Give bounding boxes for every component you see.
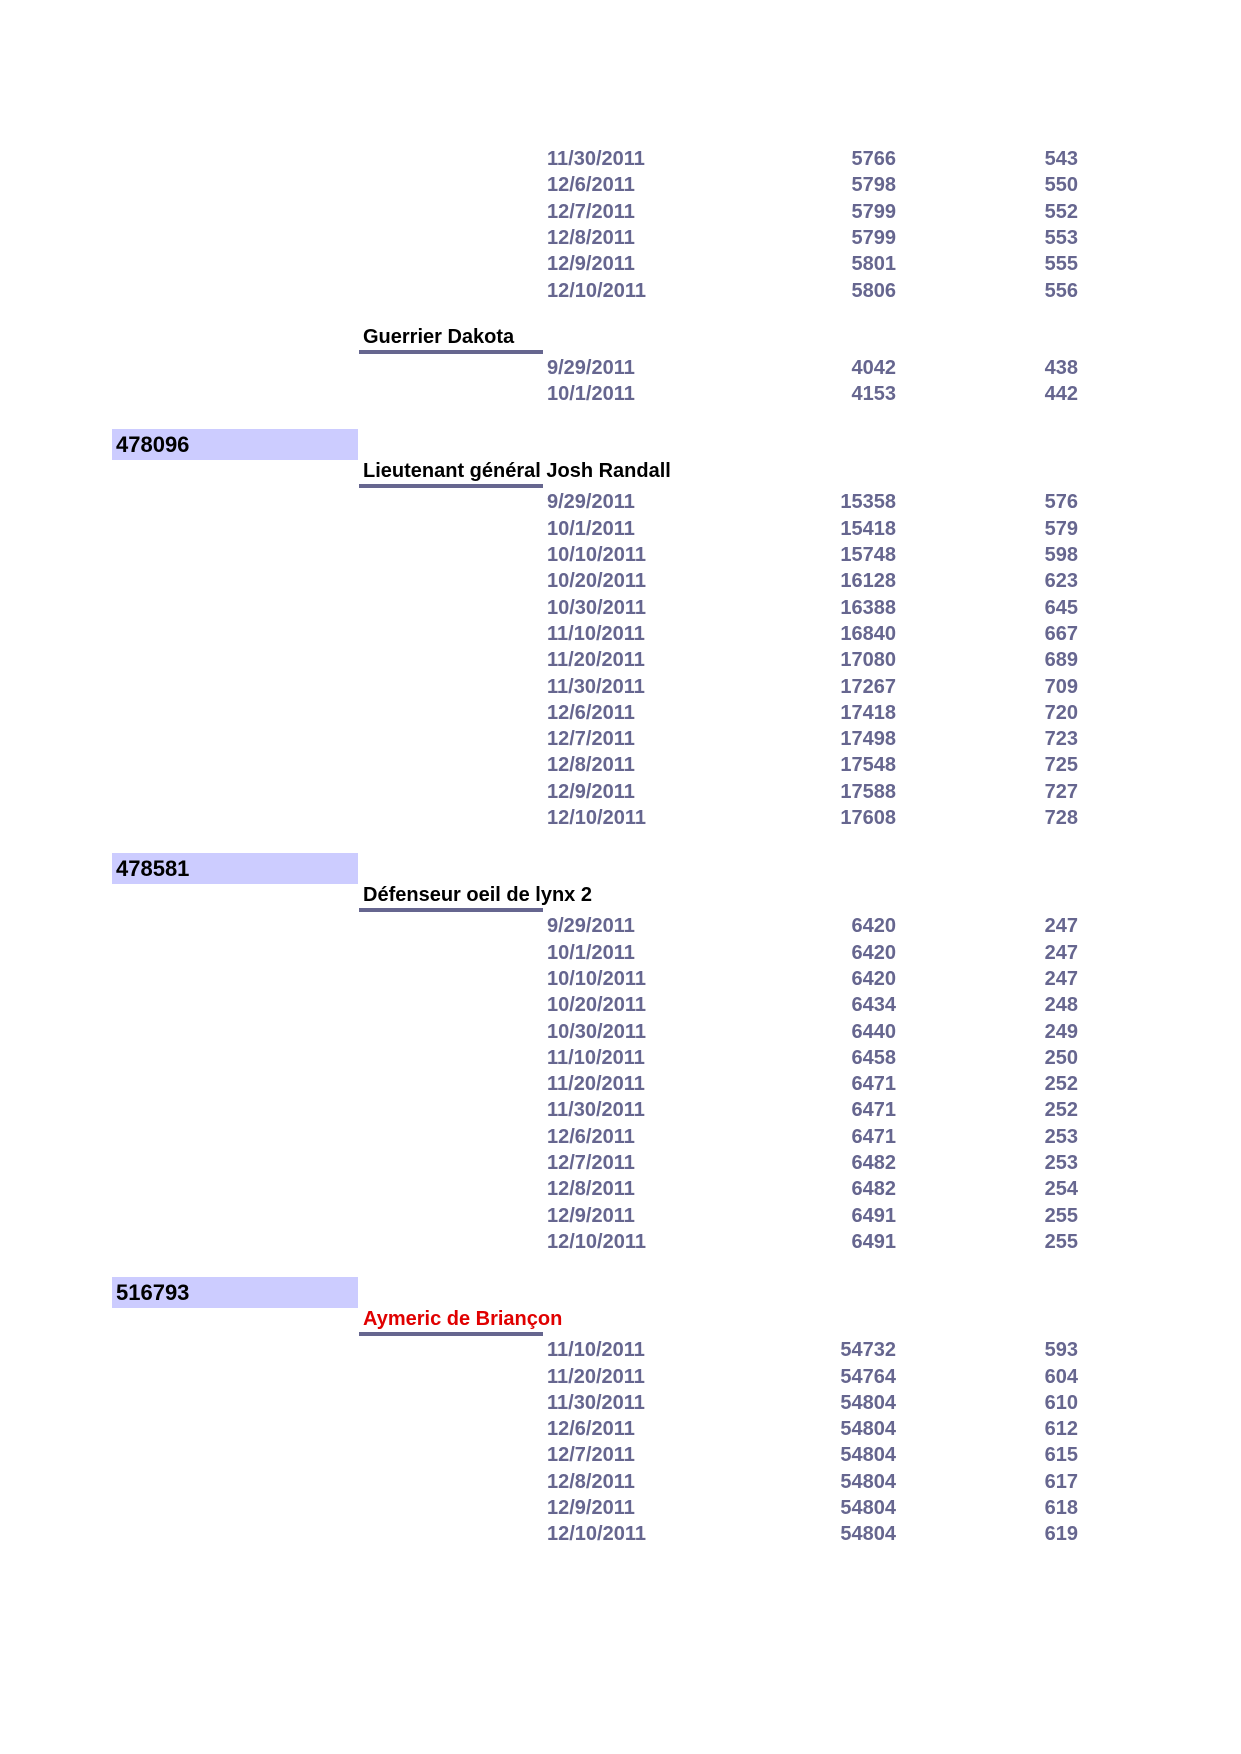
score-cell: 6471: [851, 1125, 896, 1148]
date-cell: 11/20/2011: [547, 1073, 645, 1096]
table-row: [0, 278, 1241, 304]
score-cell: 16840: [840, 622, 896, 645]
level-cell: 604: [1044, 1365, 1078, 1388]
level-cell: 252: [1044, 1099, 1078, 1122]
date-cell: 10/1/2011: [547, 517, 635, 540]
table-row: [0, 1019, 1241, 1045]
level-cell: 552: [1044, 200, 1078, 223]
level-cell: 727: [1044, 780, 1078, 803]
date-cell: 11/10/2011: [547, 1339, 645, 1362]
date-cell: 11/30/2011: [547, 1099, 645, 1122]
table-row: [0, 700, 1241, 726]
name-underline: [359, 908, 543, 912]
table-row: [0, 381, 1241, 407]
table-row: [0, 1416, 1241, 1442]
player-name-header: [359, 1306, 759, 1336]
level-cell: 598: [1044, 544, 1078, 566]
table-row: [0, 913, 1241, 939]
score-cell: 6482: [851, 1152, 896, 1174]
table-row: [0, 779, 1241, 805]
table-row: [0, 647, 1241, 673]
date-cell: 10/20/2011: [547, 570, 646, 593]
date-cell: 11/10/2011: [547, 622, 645, 645]
table-row: [0, 355, 1241, 381]
score-cell: 17548: [840, 754, 896, 777]
table-row: [0, 1150, 1241, 1176]
score-cell: 5799: [851, 226, 896, 249]
player-name-header: [359, 882, 759, 912]
level-cell: 618: [1044, 1497, 1078, 1519]
date-cell: 12/7/2011: [547, 200, 635, 223]
score-cell: 17498: [840, 728, 896, 751]
table-row: [0, 199, 1241, 225]
name-underline: [359, 1332, 543, 1336]
score-cell: 54804: [840, 1497, 896, 1519]
date-cell: 12/6/2011: [547, 174, 635, 197]
level-cell: 253: [1044, 1125, 1078, 1148]
date-cell: 10/10/2011: [547, 544, 646, 566]
level-cell: 550: [1044, 174, 1078, 197]
table-row: [0, 752, 1241, 778]
date-cell: 11/10/2011: [547, 1046, 645, 1069]
table-row: [0, 726, 1241, 752]
date-cell: 12/7/2011: [547, 728, 635, 751]
score-cell: 54732: [840, 1339, 896, 1362]
date-cell: 12/7/2011: [547, 1444, 635, 1467]
date-cell: 10/20/2011: [547, 994, 646, 1017]
table-row: [0, 251, 1241, 277]
score-cell: 17080: [840, 649, 896, 672]
date-cell: 12/8/2011: [547, 226, 635, 249]
date-cell: 10/10/2011: [547, 967, 646, 990]
table-row: [0, 1521, 1241, 1547]
table-row: [0, 621, 1241, 647]
level-cell: 610: [1044, 1391, 1078, 1414]
name-underline: [359, 350, 543, 354]
date-cell: 12/10/2011: [547, 807, 646, 829]
table-row: [0, 172, 1241, 198]
level-cell: 593: [1044, 1339, 1078, 1362]
level-cell: 645: [1044, 596, 1078, 619]
player-name: Guerrier Dakota: [363, 325, 515, 348]
level-cell: 667: [1044, 622, 1078, 645]
table-row: [0, 1495, 1241, 1521]
table-row: [0, 1124, 1241, 1150]
score-cell: 15358: [840, 491, 896, 514]
player-name: Lieutenant général Josh Randall: [363, 460, 671, 483]
table-row: [0, 1071, 1241, 1097]
date-cell: 12/9/2011: [547, 1497, 635, 1519]
table-row: [0, 146, 1241, 172]
date-cell: 12/7/2011: [547, 1152, 635, 1174]
table-row: [0, 1203, 1241, 1229]
level-cell: 543: [1044, 148, 1078, 170]
table-row: [0, 992, 1241, 1018]
score-cell: 17418: [840, 701, 896, 724]
date-cell: 12/9/2011: [547, 780, 635, 803]
level-cell: 247: [1044, 915, 1078, 938]
player-name: Aymeric de Briançon: [363, 1308, 563, 1331]
date-cell: 12/9/2011: [547, 253, 635, 276]
score-cell: 5801: [851, 253, 896, 276]
table-row: [0, 1337, 1241, 1363]
date-cell: 12/6/2011: [547, 1418, 635, 1441]
level-cell: 255: [1044, 1204, 1078, 1227]
date-cell: 12/10/2011: [547, 1523, 646, 1546]
score-cell: 54804: [840, 1418, 896, 1441]
score-cell: 4042: [851, 356, 896, 379]
score-cell: 15748: [840, 544, 896, 566]
table-row: [0, 674, 1241, 700]
level-cell: 442: [1044, 383, 1078, 406]
score-cell: 6471: [851, 1073, 896, 1096]
date-cell: 10/1/2011: [547, 941, 635, 964]
score-cell: 54804: [840, 1444, 896, 1467]
table-row: [0, 1390, 1241, 1416]
score-cell: 6420: [851, 967, 896, 990]
player-id-band: 478581: [112, 853, 358, 884]
date-cell: 9/29/2011: [547, 491, 635, 514]
score-cell: 15418: [840, 517, 896, 540]
score-cell: 6491: [851, 1230, 896, 1253]
score-cell: 6458: [851, 1046, 896, 1069]
table-row: [0, 516, 1241, 542]
table-row: [0, 1229, 1241, 1255]
level-cell: 553: [1044, 226, 1078, 249]
date-cell: 10/30/2011: [547, 1020, 646, 1043]
score-cell: 17608: [840, 807, 896, 829]
player-name: Défenseur oeil de lynx 2: [363, 884, 592, 907]
table-row: [0, 1045, 1241, 1071]
date-cell: 12/10/2011: [547, 1230, 646, 1253]
date-cell: 11/30/2011: [547, 148, 645, 170]
score-cell: 6420: [851, 915, 896, 938]
score-cell: 17588: [840, 780, 896, 803]
level-cell: 250: [1044, 1046, 1078, 1069]
date-cell: 11/30/2011: [547, 1391, 645, 1414]
table-row: [0, 595, 1241, 621]
table-row: [0, 1469, 1241, 1495]
name-underline: [359, 484, 543, 488]
score-cell: 6434: [851, 994, 896, 1017]
date-cell: 12/8/2011: [547, 1178, 635, 1201]
table-row: [0, 1097, 1241, 1123]
level-cell: 689: [1044, 649, 1078, 672]
player-name-header: [359, 324, 759, 354]
score-cell: 5766: [851, 148, 896, 170]
score-cell: 54804: [840, 1470, 896, 1493]
level-cell: 623: [1044, 570, 1078, 593]
table-row: [0, 542, 1241, 568]
level-cell: 612: [1044, 1418, 1078, 1441]
date-cell: 11/20/2011: [547, 1365, 645, 1388]
date-cell: 12/10/2011: [547, 279, 646, 302]
score-cell: 16128: [840, 570, 896, 593]
score-cell: 6482: [851, 1178, 896, 1201]
table-row: [0, 1364, 1241, 1390]
date-cell: 11/20/2011: [547, 649, 645, 672]
date-cell: 12/8/2011: [547, 754, 635, 777]
date-cell: 9/29/2011: [547, 356, 635, 379]
score-cell: 6420: [851, 941, 896, 964]
score-cell: 17267: [840, 675, 896, 698]
score-cell: 5806: [851, 279, 896, 302]
level-cell: 438: [1044, 356, 1078, 379]
level-cell: 556: [1044, 279, 1078, 302]
table-row: [0, 568, 1241, 594]
level-cell: 615: [1044, 1444, 1078, 1467]
level-cell: 253: [1044, 1152, 1078, 1174]
score-cell: 5798: [851, 174, 896, 197]
date-cell: 12/6/2011: [547, 1125, 635, 1148]
date-cell: 10/30/2011: [547, 596, 646, 619]
score-cell: 6471: [851, 1099, 896, 1122]
score-cell: 6440: [851, 1020, 896, 1043]
score-cell: 5799: [851, 200, 896, 223]
score-cell: 16388: [840, 596, 896, 619]
score-cell: 4153: [851, 383, 896, 406]
table-row: [0, 966, 1241, 992]
score-cell: 54764: [840, 1365, 896, 1388]
player-id-band: 516793: [112, 1277, 358, 1308]
date-cell: 12/6/2011: [547, 701, 635, 724]
level-cell: 723: [1044, 728, 1078, 751]
player-name-header: [359, 458, 759, 488]
level-cell: 252: [1044, 1073, 1078, 1096]
level-cell: 725: [1044, 754, 1078, 777]
level-cell: 254: [1044, 1178, 1078, 1201]
date-cell: 12/9/2011: [547, 1204, 635, 1227]
player-id-band: 478096: [112, 429, 358, 460]
table-row: [0, 1176, 1241, 1202]
table-row: [0, 1442, 1241, 1468]
level-cell: 617: [1044, 1470, 1078, 1493]
score-cell: 54804: [840, 1523, 896, 1546]
level-cell: 728: [1044, 807, 1078, 829]
date-cell: 12/8/2011: [547, 1470, 635, 1493]
score-cell: 54804: [840, 1391, 896, 1414]
level-cell: 579: [1044, 517, 1078, 540]
level-cell: 249: [1044, 1020, 1078, 1043]
level-cell: 247: [1044, 967, 1078, 990]
level-cell: 720: [1044, 701, 1078, 724]
level-cell: 255: [1044, 1230, 1078, 1253]
date-cell: 10/1/2011: [547, 383, 635, 406]
level-cell: 576: [1044, 491, 1078, 514]
level-cell: 619: [1044, 1523, 1078, 1546]
table-row: [0, 489, 1241, 515]
score-cell: 6491: [851, 1204, 896, 1227]
level-cell: 247: [1044, 941, 1078, 964]
date-cell: 9/29/2011: [547, 915, 635, 938]
table-row: [0, 225, 1241, 251]
date-cell: 11/30/2011: [547, 675, 645, 698]
level-cell: 248: [1044, 994, 1078, 1017]
level-cell: 555: [1044, 253, 1078, 276]
table-row: [0, 805, 1241, 831]
level-cell: 709: [1044, 675, 1078, 698]
table-row: [0, 940, 1241, 966]
